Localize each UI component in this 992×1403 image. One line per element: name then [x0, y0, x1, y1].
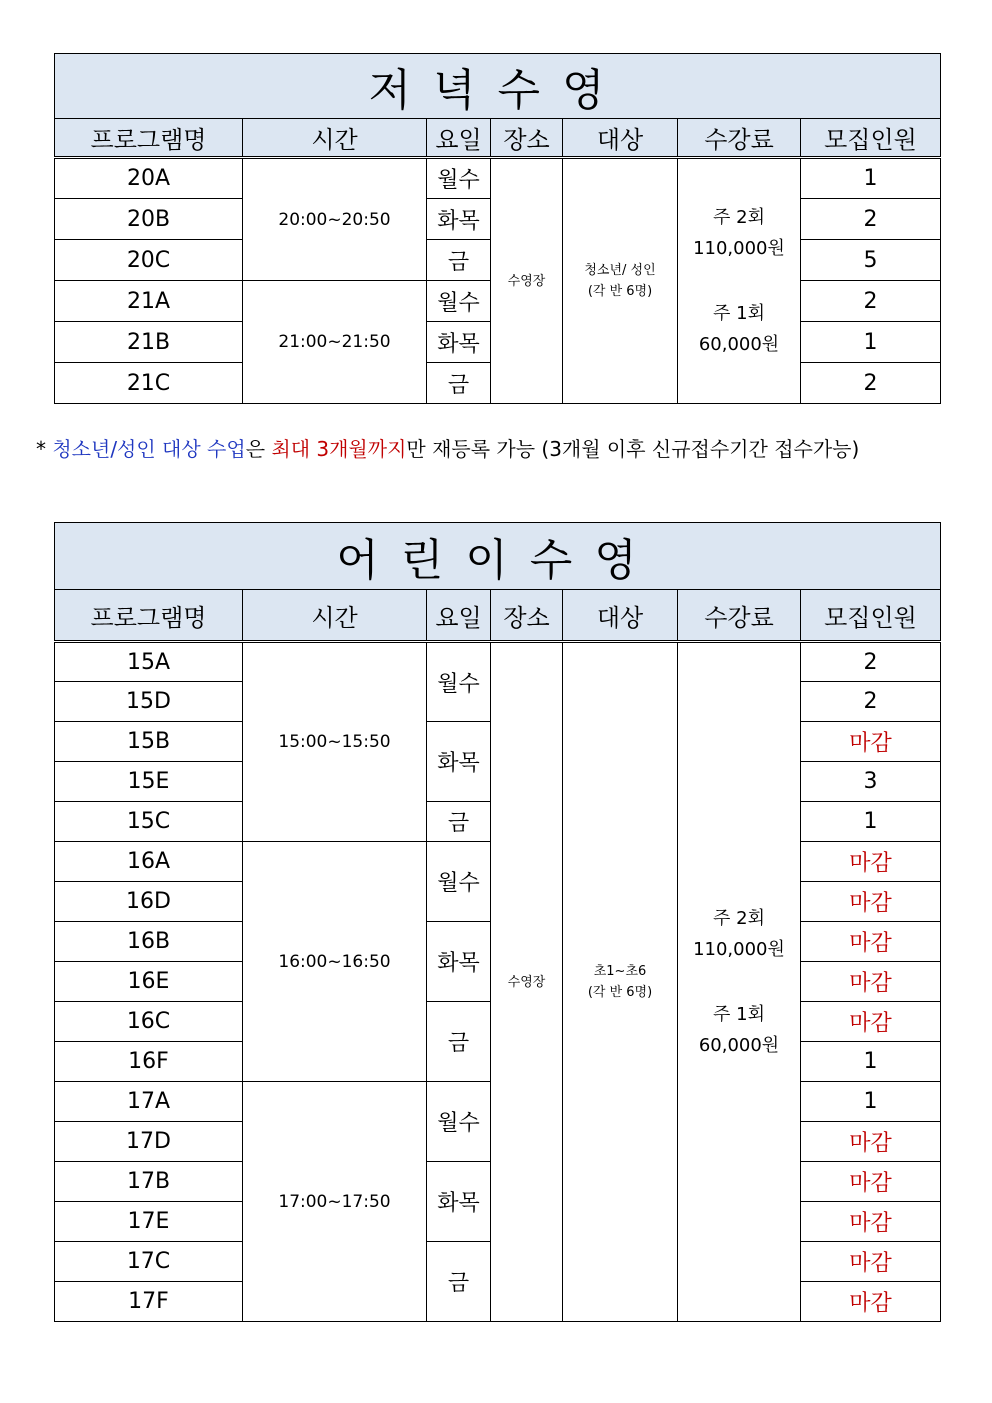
- capacity: 1: [801, 158, 941, 199]
- place-cell: 수영장: [491, 642, 563, 1322]
- capacity-closed: 마감: [801, 1242, 941, 1282]
- weekday: 월수: [427, 842, 491, 922]
- capacity-closed: 마감: [801, 962, 941, 1002]
- target-line: (각 반 6명): [587, 284, 653, 299]
- evening-swim-table: [54, 53, 941, 404]
- fee-line: 주 1회: [713, 1004, 765, 1025]
- capacity: 2: [801, 281, 941, 322]
- fee-line: 110,000원: [693, 238, 785, 259]
- header-capacity: 모집인원: [801, 119, 941, 158]
- header-time: 시간: [243, 119, 427, 158]
- weekday: 월수: [427, 158, 491, 199]
- table-row: [55, 158, 941, 199]
- weekday: 월수: [427, 642, 491, 722]
- capacity: 1: [801, 802, 941, 842]
- fee-line: 주 2회: [713, 908, 765, 929]
- program-code: 21B: [55, 322, 243, 363]
- notice-target-classes: 청소년/성인 대상 수업: [52, 437, 246, 461]
- fee-line: 60,000원: [698, 1035, 780, 1056]
- header-time: 시간: [243, 590, 427, 642]
- evening-title: 저녁수영: [55, 54, 941, 119]
- program-code: 16B: [55, 922, 243, 962]
- program-code: 16D: [55, 882, 243, 922]
- fee-line: 110,000원: [693, 939, 785, 960]
- header-program: 프로그램명: [55, 590, 243, 642]
- capacity-closed: 마감: [801, 722, 941, 762]
- fee-line: 주 2회: [713, 207, 765, 228]
- capacity-closed: 마감: [801, 922, 941, 962]
- target-line: (각 반 6명): [587, 985, 653, 1000]
- capacity: 3: [801, 762, 941, 802]
- capacity: 1: [801, 322, 941, 363]
- capacity-closed: 마감: [801, 1162, 941, 1202]
- weekday: 화목: [427, 322, 491, 363]
- capacity-closed: 마감: [801, 882, 941, 922]
- capacity: 5: [801, 240, 941, 281]
- capacity-closed: 마감: [801, 1002, 941, 1042]
- weekday: 금: [427, 240, 491, 281]
- capacity-closed: 마감: [801, 1282, 941, 1322]
- table-row: [55, 642, 941, 682]
- program-code: 20C: [55, 240, 243, 281]
- program-code: 17C: [55, 1242, 243, 1282]
- time-slot: 16:00~16:50: [243, 842, 427, 1082]
- notice-text: 은: [245, 437, 272, 461]
- weekday: 화목: [427, 922, 491, 1002]
- place-cell: 수영장: [491, 158, 563, 404]
- program-code: 17A: [55, 1082, 243, 1122]
- capacity: 2: [801, 199, 941, 240]
- program-code: 20A: [55, 158, 243, 199]
- program-code: 17B: [55, 1162, 243, 1202]
- header-day: 요일: [427, 119, 491, 158]
- program-code: 15D: [55, 682, 243, 722]
- re-registration-notice: [36, 433, 859, 462]
- weekday: 금: [427, 363, 491, 404]
- weekday: 월수: [427, 281, 491, 322]
- fee-cell: [678, 158, 801, 404]
- header-fee: 수강료: [678, 590, 801, 642]
- fee-line: 주 1회: [713, 303, 765, 324]
- capacity: 2: [801, 642, 941, 682]
- capacity-closed: 마감: [801, 1122, 941, 1162]
- weekday: 금: [427, 802, 491, 842]
- header-place: 장소: [491, 119, 563, 158]
- header-target: 대상: [563, 590, 678, 642]
- time-slot: 20:00~20:50: [243, 158, 427, 281]
- fee-line: 60,000원: [698, 334, 780, 355]
- capacity: 1: [801, 1042, 941, 1082]
- kids-title: 어린이수영: [55, 523, 941, 590]
- capacity: 1: [801, 1082, 941, 1122]
- program-code: 16F: [55, 1042, 243, 1082]
- weekday: 화목: [427, 1162, 491, 1242]
- program-code: 21A: [55, 281, 243, 322]
- capacity-closed: 마감: [801, 1202, 941, 1242]
- program-code: 15A: [55, 642, 243, 682]
- program-code: 15E: [55, 762, 243, 802]
- program-code: 20B: [55, 199, 243, 240]
- program-code: 16C: [55, 1002, 243, 1042]
- kids-swim-table: [54, 522, 941, 1322]
- program-code: 17F: [55, 1282, 243, 1322]
- program-code: 21C: [55, 363, 243, 404]
- notice-limit: 최대 3개월까지: [271, 437, 407, 461]
- target-line: 청소년/ 성인: [584, 263, 656, 278]
- time-slot: 17:00~17:50: [243, 1082, 427, 1322]
- program-code: 16E: [55, 962, 243, 1002]
- weekday: 화목: [427, 199, 491, 240]
- notice-star: *: [36, 437, 53, 461]
- header-day: 요일: [427, 590, 491, 642]
- header-capacity: 모집인원: [801, 590, 941, 642]
- capacity: 2: [801, 682, 941, 722]
- weekday: 월수: [427, 1082, 491, 1162]
- time-slot: 15:00~15:50: [243, 642, 427, 842]
- weekday: 화목: [427, 722, 491, 802]
- program-code: 15B: [55, 722, 243, 762]
- target-cell: [563, 642, 678, 1322]
- time-slot: 21:00~21:50: [243, 281, 427, 404]
- target-cell: [563, 158, 678, 404]
- header-place: 장소: [491, 590, 563, 642]
- weekday: 금: [427, 1242, 491, 1322]
- program-code: 16A: [55, 842, 243, 882]
- target-line: 초1~초6: [593, 964, 647, 979]
- fee-cell: [678, 642, 801, 1322]
- weekday: 금: [427, 1002, 491, 1082]
- capacity: 2: [801, 363, 941, 404]
- header-program: 프로그램명: [55, 119, 243, 158]
- header-fee: 수강료: [678, 119, 801, 158]
- program-code: 15C: [55, 802, 243, 842]
- header-target: 대상: [563, 119, 678, 158]
- program-code: 17D: [55, 1122, 243, 1162]
- notice-text: 만 재등록 가능 (3개월 이후 신규접수기간 접수가능): [406, 437, 860, 461]
- program-code: 17E: [55, 1202, 243, 1242]
- capacity-closed: 마감: [801, 842, 941, 882]
